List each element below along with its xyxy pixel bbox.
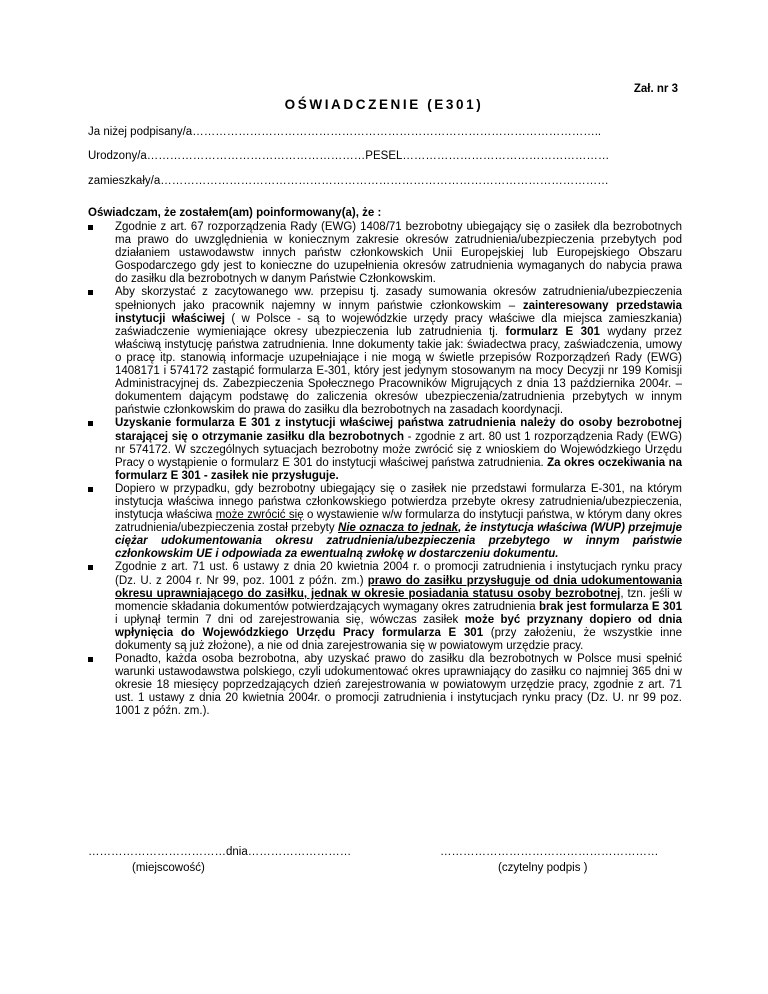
list-item: [88, 221, 682, 286]
item-text: - zgodnie z art. 80 ust 1 rozporządzenia Rady (EWG) nr 574172. W szczególnych sytuacjach bezrobotny może zwrócić się z wnioskiem do Wojewódzkiego Urzędu Pracy o wystąpienie o formularz E 301 do instytucji właściwej państwa zatrudnienia.: [115, 430, 682, 469]
list-item: [88, 417, 682, 482]
item-text: Aby skorzystać z zacytowanego ww. przepisu tj. zasady sumowania okresów zatrudnienia/ubezpieczenia spełnionych jako pracownik najemny w innym państwie członkowskim –: [115, 286, 682, 312]
item-text: o wystawienie w/w formularza do instytucji państwa, w którym dany okres zatrudnienia/ubezpieczenia został przebyty: [115, 509, 682, 535]
document-title: OŚWIADCZENIE (E301): [284, 97, 484, 112]
item-text: Ponadto, każda osoba bezrobotna, aby uzyskać prawo do zasiłku dla bezrobotnych w Polsce musi spełnić warunki ustawodawstwa polskiego, czyli udokumentować okres uprawniający do zasiłku co najmniej 365 dni w okresie 18 miesięcy poprzedzających dzień zarejestrowania w powiatowym urzędzie pracy, zgodnie z art. 71 ust. 1 ustawy z dnia 20 kwietnia 2004r. o promocji zatrudnienia i instytucjach rynku pracy (Dz. U. nr 99 poz. 1001 z późn. zm.).: [115, 653, 682, 718]
bullet-icon: [88, 225, 93, 230]
item-bold-italic-underlined-text: Nie oznacza to jednak: [338, 522, 459, 535]
bullet-icon: [88, 290, 93, 295]
list-item: [88, 561, 682, 653]
item-bold-text: zainteresowany przedstawia instytucji właściwej: [115, 299, 682, 325]
item-bold-text: formularz E 301: [505, 325, 600, 338]
list-item: [88, 286, 682, 417]
bullet-icon: [88, 421, 93, 426]
item-text: (przy założeniu, że wszystkie inne dokumenty są już złożone), a nie od dnia zarejestrowania się w powiatowym urzędzie pracy.: [115, 626, 683, 652]
list-item: [88, 653, 682, 718]
item-text: i upłynął termin 7 dni od zarejestrowania się, wówczas zasiłek: [115, 613, 465, 626]
item-bold-text: może być przyznany dopiero od dnia wpłynięcia do Wojewódzkiego Urzędu Pracy formularza E 301: [115, 613, 682, 639]
signature-caption: (czytelny podpis ): [498, 862, 588, 874]
item-text: Dopiero w przypadku, gdy bezrobotny ubiegający się o zasiłek nie przedstawi formularza E-301, na którym instytucja właściwa innego państwa członkowskiego potwierdza przebyte okresy zatrudnienia/ubezpieczenia, instytucja właściwa: [115, 482, 682, 522]
item-text: Zgodnie z art. 71 ust. 6 ustawy z dnia 20 kwietnia 2004 r. o promocji zatrudnienia i instytucjach rynku pracy (Dz. U. z 2004 r. Nr 99, poz. 1001 z późn. zm.): [115, 561, 682, 587]
signee-field: Ja niżej podpisany/a……………………………………………………………………………………………..: [88, 126, 602, 138]
item-bold-underlined-text: prawo do zasiłku przysługuje od dnia udokumentowania okresu uprawniającego do zasiłku, jednak w okresie posiadania statusu osoby bezrobotnej: [115, 574, 682, 600]
item-bold-text: Uzyskanie formularza E 301 z instytucji właściwej państwa zatrudnienia należy do osoby bezrobotnej starającej się o otrzymanie zasiłku dla bezrobotnych: [115, 417, 682, 443]
list-item: [88, 483, 682, 562]
signature-line: …………………………………………………: [440, 846, 659, 858]
item-bold-text: Za okres oczekiwania na formularz E 301 - zasiłek nie przysługuje.: [115, 456, 682, 482]
place-date-line: ………………………………dnia………………………: [88, 846, 352, 858]
place-caption: (miejscowość): [132, 862, 205, 874]
declaration-list: [88, 221, 682, 719]
bullet-icon: [88, 657, 93, 662]
item-text: , tzn. jeśli w momencie składania dokumentów potwierdzających wymagany okres zatrudnienia: [115, 587, 682, 613]
item-text: wydany przez właściwą instytucję państwa zatrudnienia. Inne dokumenty takie jak: świadectwa pracy, zaświadczenia, umowy o pracę itp. stanowią informacje uzupełniające i nie mogą w świetle przepisów Rozporządzeń Rady (EWG) 1408171 i 574172 zastąpić formularza E-301, który jest jedynym stosowanym na mocy Decyzji nr 199 Komisji Administracyjnej ds. Zabezpieczenia Społecznego Pracowników Migrujących z dnia 13 października 2004r. – dokumentem dającym podstawę do zaliczenia okresów ubezpieczenia/zatrudnienia przebytych w innym państwie członkowskim do prawa do zasiłku dla bezrobotnych na zasadach koordynacji.: [115, 325, 682, 417]
item-bold-italic-text: , że instytucja właściwa (WUP) przejmuje ciężar udokumentowania okresu zatrudnienia/ubezpieczenia przebytego w innym państwie członkowskim UE i odpowiada za ewentualną zwłokę w dostarczeniu dokumentu.: [115, 522, 682, 561]
item-bold-text: brak jest formularza E 301: [538, 600, 682, 613]
bullet-icon: [88, 487, 93, 492]
item-text: Zgodnie z art. 67 rozporządzenia Rady (EWG) 1408/71 bezrobotny ubiegający się o zasiłek dla bezrobotnych ma prawo do uwzględnienia w koniecznym zakresie okresów zatrudnienia/ubezpieczenia przebytych pod działaniem ustawodawstw innych państw członkowskich Unii Europejskiej lub Europejskiego Obszaru Gospodarczego gdy jest to konieczne do uzupełnienia okresów zatrudnienia wymaganych do nabycia prawa do zasiłku dla bezrobotnych w danym Państwie Członkowskim.: [115, 221, 682, 286]
address-field: zamieszkały/a………………………………………………………………………………………………………: [88, 175, 609, 187]
item-underlined-text: może zwrócić się: [215, 509, 304, 522]
attachment-number: Zał. nr 3: [633, 83, 678, 95]
born-pesel-field: Urodzony/a…………………………………………………PESEL………………………………………………: [88, 150, 610, 162]
declaration-intro: Oświadczam, że zostałem(am) poinformowany(a), że :: [88, 207, 382, 219]
bullet-icon: [88, 565, 93, 570]
item-text: ( w Polsce - są to wojewódzkie urzędy pracy właściwe dla miejsca zamieszkania) zaświadczenie wymieniające okresy ubezpieczenia lub zatrudnienia tj.: [115, 312, 682, 338]
